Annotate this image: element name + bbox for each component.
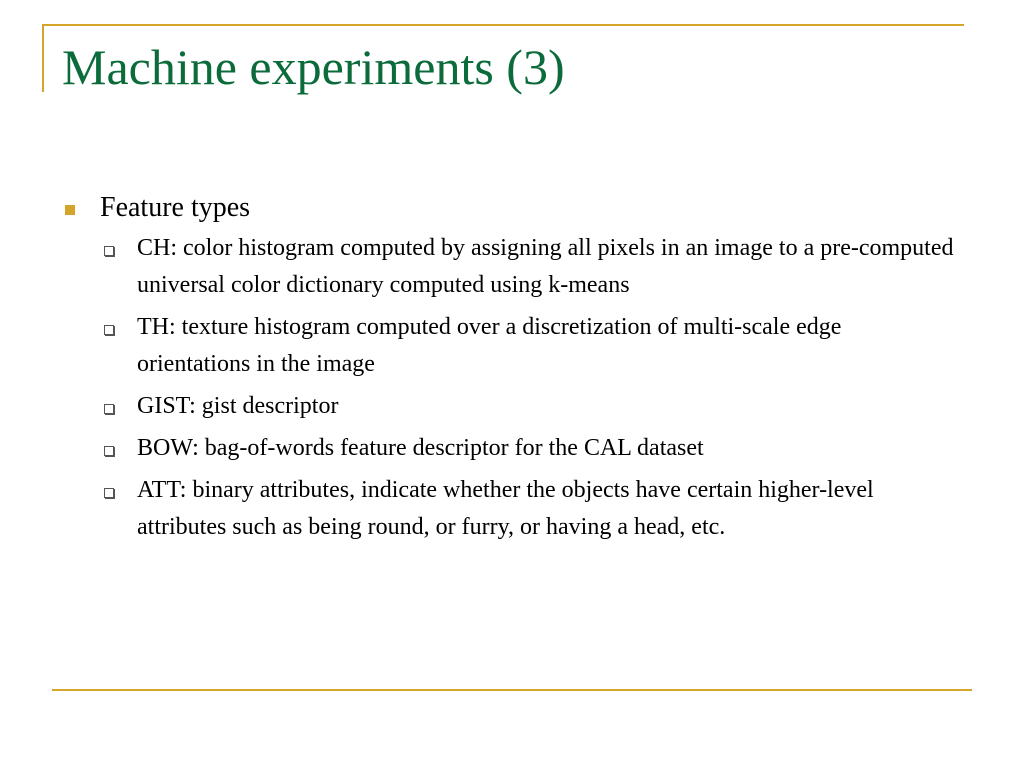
list-item-text: BOW: bag-of-words feature descriptor for the CAL dataset bbox=[137, 435, 704, 461]
feature-list bbox=[60, 230, 960, 546]
bullet-label: Feature types bbox=[100, 192, 251, 223]
list-item-text: CH: color histogram computed by assigning all pixels in an image to a pre-computed universal color dictionary computed using k-means bbox=[137, 235, 954, 298]
hollow-square-bullet-icon bbox=[104, 246, 114, 256]
frame-left-line bbox=[42, 24, 44, 92]
frame-bottom-line bbox=[52, 689, 972, 691]
frame-top-line bbox=[42, 24, 964, 26]
list-item bbox=[60, 388, 957, 425]
list-item bbox=[60, 230, 957, 304]
hollow-square-bullet-icon bbox=[104, 446, 114, 456]
list-item-text: GIST: gist descriptor bbox=[137, 393, 339, 419]
square-bullet-icon bbox=[65, 205, 75, 215]
list-item bbox=[60, 472, 957, 546]
hollow-square-bullet-icon bbox=[104, 325, 114, 335]
list-item bbox=[60, 430, 957, 467]
list-item-text: ATT: binary attributes, indicate whether the objects have certain higher-level attributes such as being round, or furry, or having a head, etc. bbox=[137, 477, 874, 540]
list-item bbox=[60, 309, 957, 383]
slide-content bbox=[60, 190, 960, 551]
hollow-square-bullet-icon bbox=[104, 404, 114, 414]
hollow-square-bullet-icon bbox=[104, 488, 114, 498]
list-item-text: TH: texture histogram computed over a discretization of multi-scale edge orientations in the image bbox=[137, 314, 842, 377]
slide-title: Machine experiments (3) bbox=[62, 39, 565, 95]
bullet-feature-types bbox=[60, 190, 960, 226]
